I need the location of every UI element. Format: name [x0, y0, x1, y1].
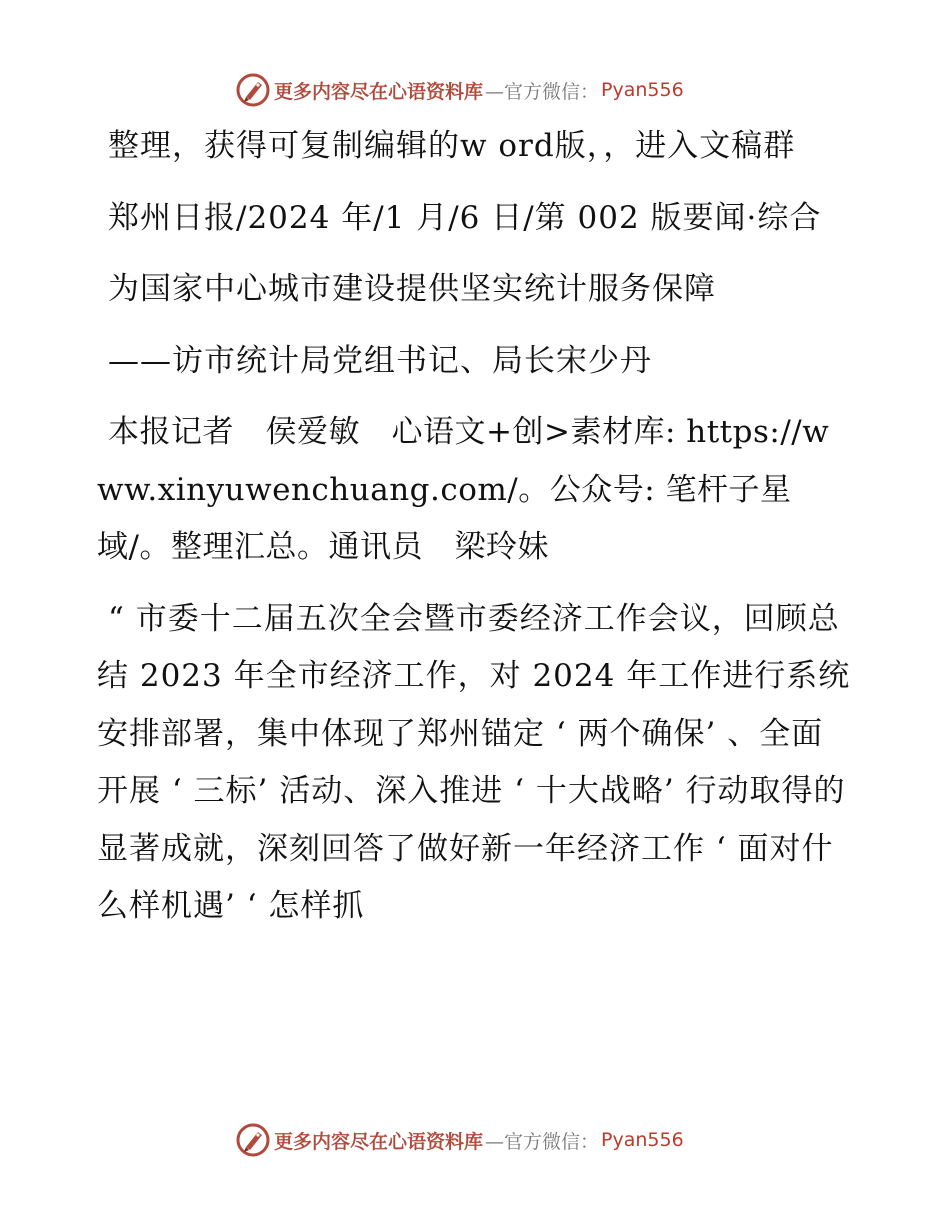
watermark-separator: —官方微信：: [485, 1130, 600, 1153]
paragraph-byline: 本报记者 侯爱敏 心语文+创>素材库: https://www.xinyuwenchuang.com/。公众号: 笔杆子星域/。整理汇总。通讯员 梁玲妹: [97, 414, 830, 565]
paragraph-intro: 整理，获得可复制编辑的w ord版，，进入文稿群: [108, 128, 796, 164]
article-title: 为国家中心城市建设提供坚实统计服务保障: [108, 271, 716, 307]
pen-nib-logo-icon: [236, 1123, 270, 1157]
document-body: [97, 118, 853, 936]
pen-nib-logo-icon: [236, 73, 270, 107]
article-subtitle: ——访市统计局党组书记、局长宋少丹: [108, 342, 652, 379]
footer-watermark: [236, 1122, 684, 1158]
paragraph-source: 郑州日报/2024 年/1 月/6 日/第 002 版要闻·综合: [108, 199, 822, 236]
watermark-brand-text: 更多内容尽在心语资料库: [274, 80, 484, 103]
header-watermark: [236, 72, 684, 108]
watermark-separator: —官方微信：: [485, 80, 600, 103]
paragraph-body: “ 市委十二届五次全会暨市委经济工作会议，回顾总结 2023 年全市经济工作，对 2024 年工作进行系统安排部署，集中体现了郑州锚定 ‘ 两个确保’ 、全面开展 ‘ 三标’ 活动、深入推进 ‘ 十大战略’ 行动取得的显著成就，深刻回答了做好新一年经济工作 ‘ 面对什么样机遇’ ‘ 怎样抓: [97, 600, 851, 924]
watermark-account: Pyan556: [601, 79, 684, 101]
watermark-account: Pyan556: [601, 1129, 684, 1151]
watermark-brand-text: 更多内容尽在心语资料库: [274, 1130, 484, 1153]
